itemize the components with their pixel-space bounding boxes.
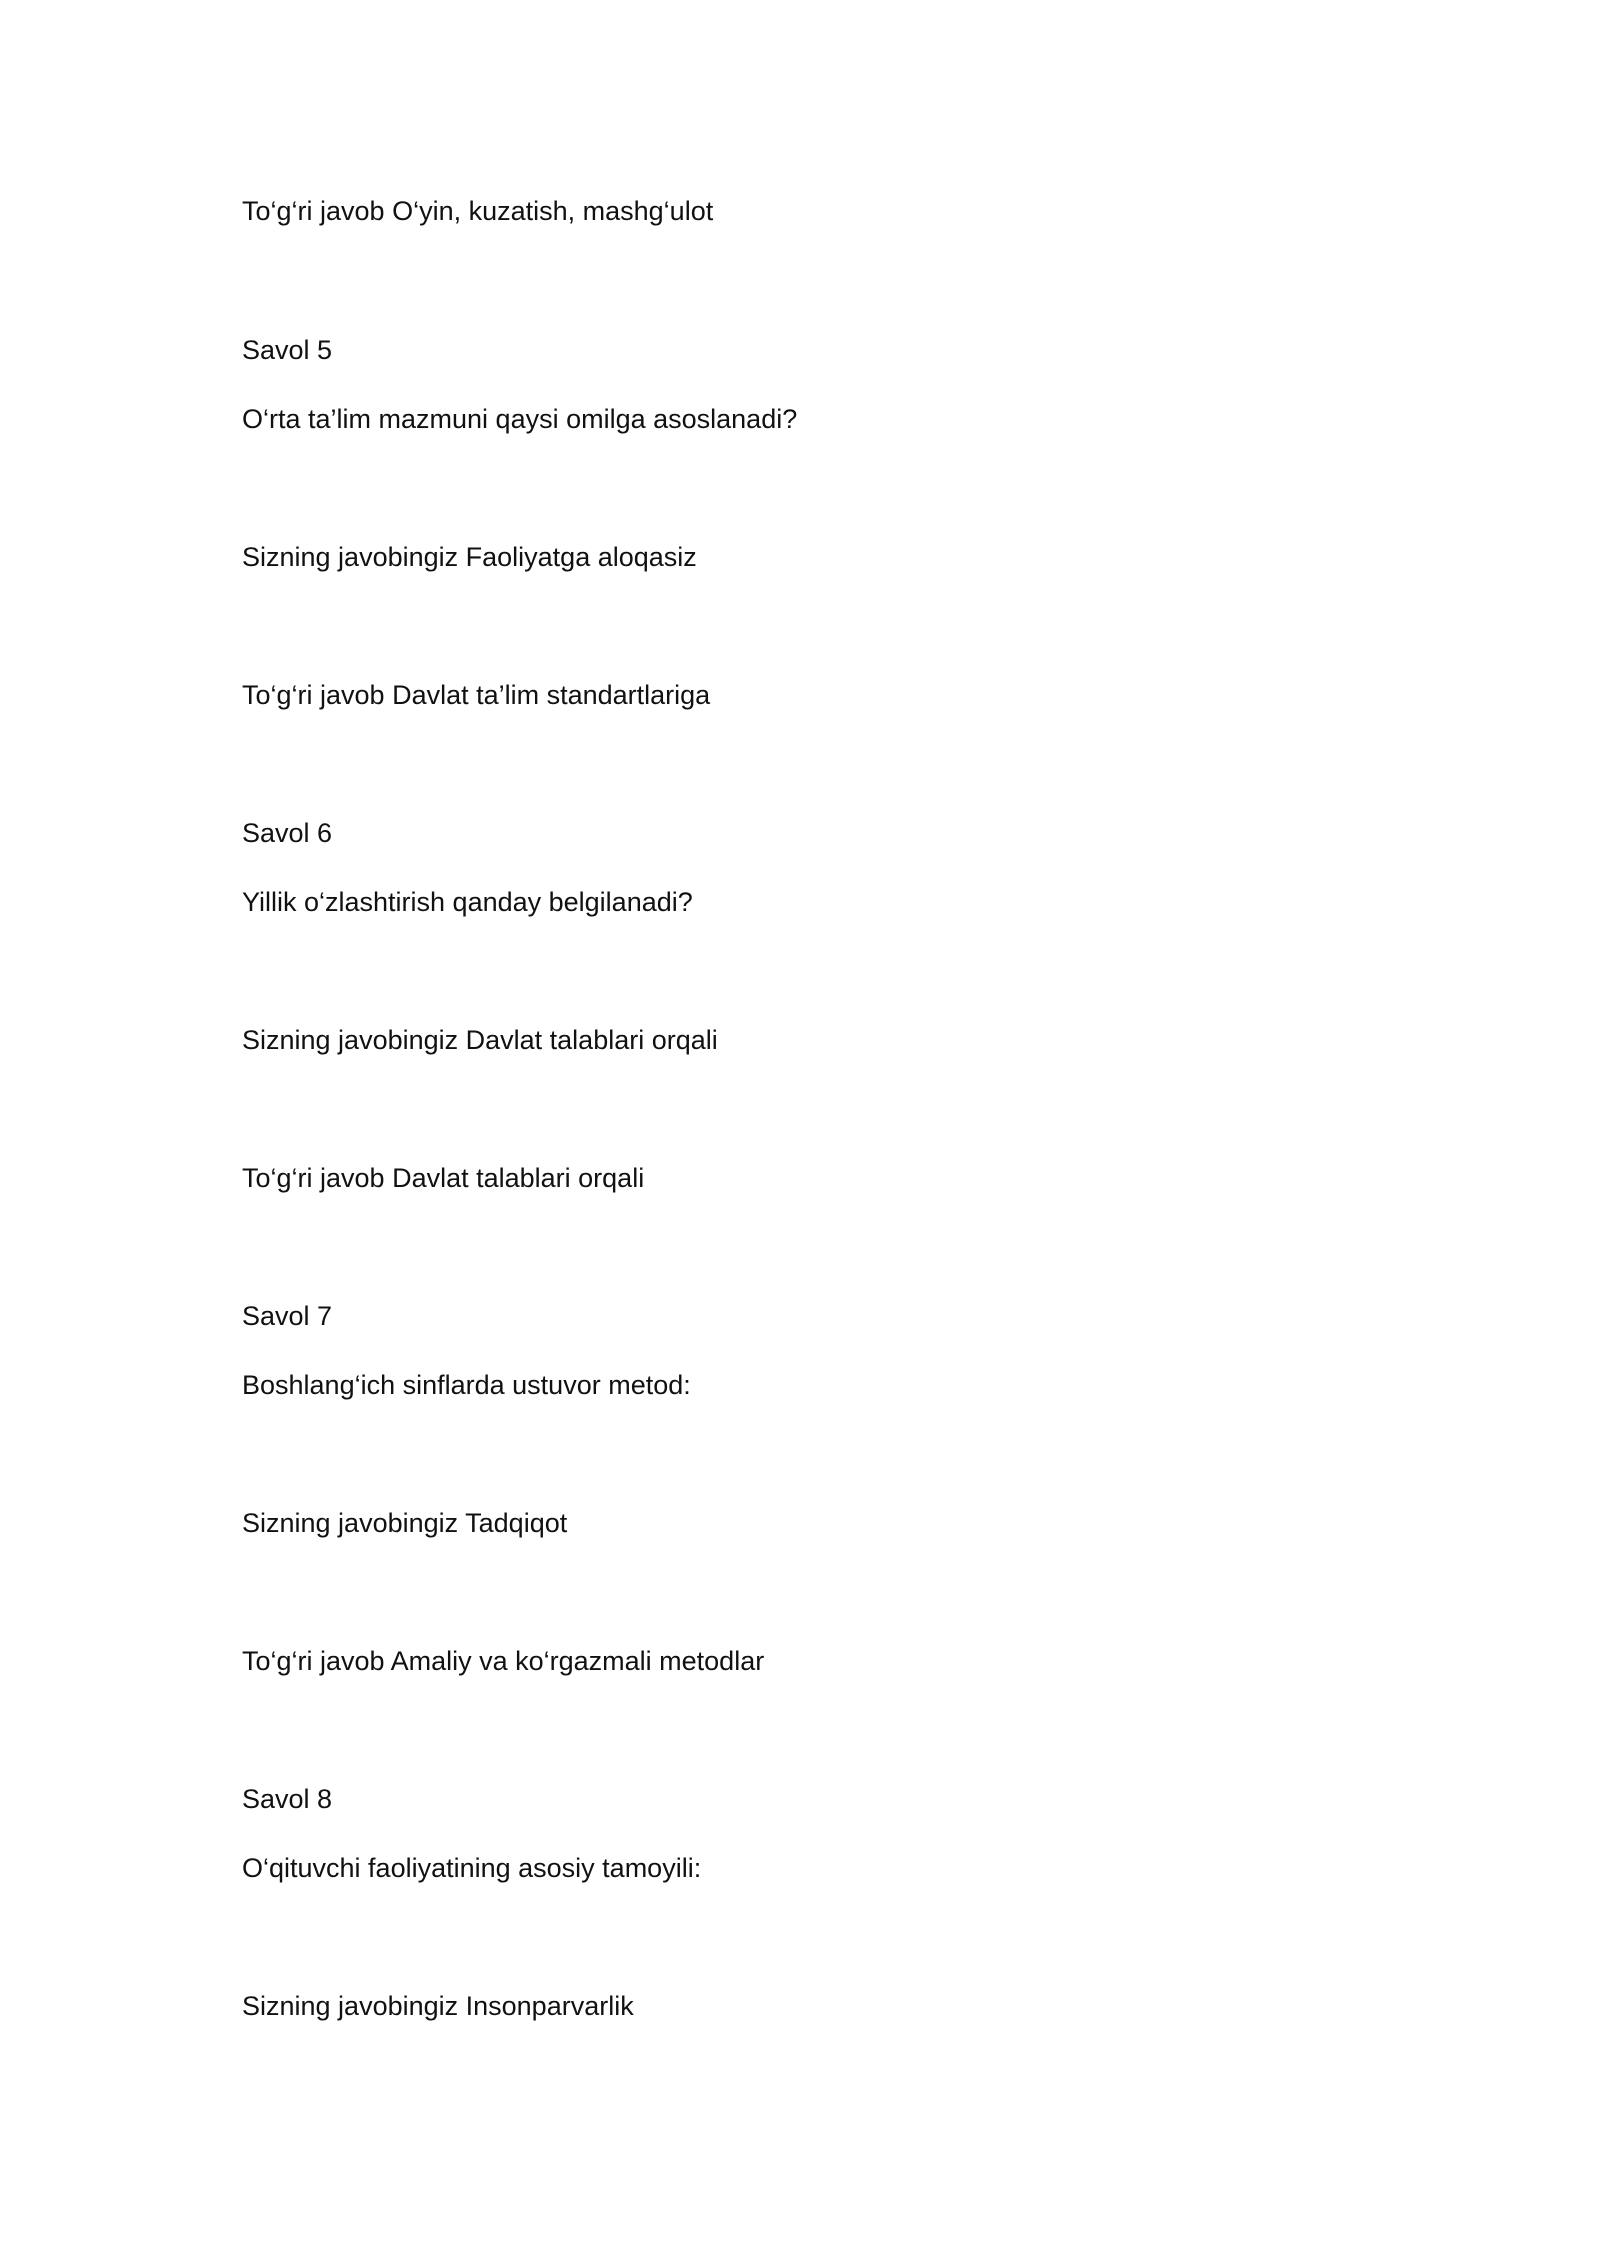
- question-text: O‘qituvchi faoliyatining asosiy tamoyili:: [242, 1853, 702, 1883]
- question-number: Savol 7: [242, 1301, 333, 1331]
- question-text: Boshlang‘ich sinflarda ustuvor metod:: [242, 1370, 691, 1400]
- your-answer-line: Sizning javobingiz Faoliyatga aloqasiz: [242, 542, 697, 572]
- question-number: Savol 8: [242, 1784, 333, 1814]
- correct-answer-line: To‘g‘ri javob Davlat talablari orqali: [242, 1163, 645, 1193]
- question-number: Savol 6: [242, 818, 333, 848]
- correct-answer-line: To‘g‘ri javob O‘yin, kuzatish, mashg‘ulot: [242, 196, 714, 226]
- correct-answer-line: To‘g‘ri javob Amaliy va ko‘rgazmali metodlar: [242, 1646, 765, 1676]
- correct-answer-line: To‘g‘ri javob Davlat ta’lim standartlariga: [242, 680, 711, 710]
- your-answer-line: Sizning javobingiz Davlat talablari orqali: [242, 1025, 718, 1055]
- your-answer-line: Sizning javobingiz Insonparvarlik: [242, 1991, 634, 2021]
- question-text: Yillik o‘zlashtirish qanday belgilanadi?: [242, 887, 693, 917]
- question-text: O‘rta ta’lim mazmuni qaysi omilga asoslanadi?: [242, 404, 798, 434]
- your-answer-line: Sizning javobingiz Tadqiqot: [242, 1508, 568, 1538]
- question-number: Savol 5: [242, 335, 333, 365]
